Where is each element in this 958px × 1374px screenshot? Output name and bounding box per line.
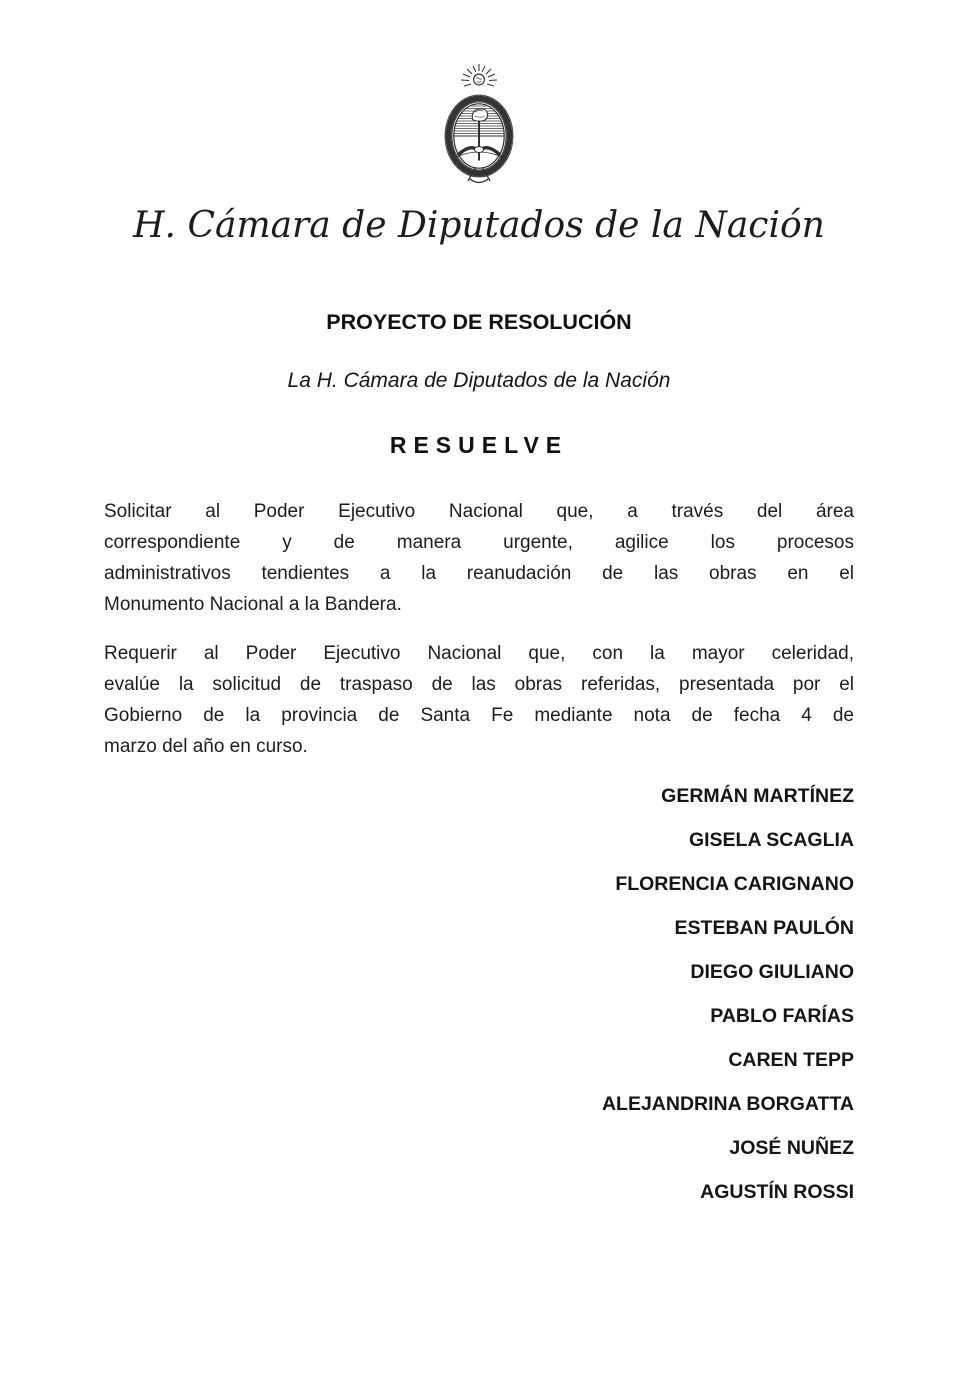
institution-script-title: H. Cámara de Diputados de la Nación — [133, 205, 825, 246]
document-body — [104, 496, 854, 1203]
paragraph-line: Requerir al Poder Ejecutivo Nacional que, con la mayor celeridad, — [104, 643, 854, 664]
paragraph-line: administrativos tendientes a la reanudación de las obras en el — [104, 563, 854, 584]
signatory-name: GERMÁN MARTÍNEZ — [661, 785, 854, 807]
paragraph-line: Monumento Nacional a la Bandera. — [104, 594, 402, 615]
resolve-heading: RESUELVE — [389, 432, 569, 458]
resolution-paragraph-1 — [104, 496, 854, 620]
signatory-name: AGUSTÍN ROSSI — [700, 1181, 854, 1203]
document-title: PROYECTO DE RESOLUCIÓN — [326, 310, 632, 334]
signatory-name: ESTEBAN PAULÓN — [674, 917, 854, 939]
signatory-name: JOSÉ NUÑEZ — [729, 1137, 854, 1159]
paragraph-line: Gobierno de la provincia de Santa Fe mediante nota de fecha 4 de — [104, 705, 854, 726]
resolution-paragraph-2 — [104, 638, 854, 762]
signatory-name: GISELA SCAGLIA — [688, 829, 854, 851]
paragraph-line: evalúe la solicitud de traspaso de las obras referidas, presentada por el — [104, 674, 854, 695]
paragraph-line: correspondiente y de manera urgente, agilice los procesos — [104, 532, 854, 553]
signatories-list — [104, 786, 854, 1203]
signatory-name: DIEGO GIULIANO — [690, 961, 854, 983]
argentina-coat-of-arms-icon — [431, 62, 527, 192]
signatory-name: FLORENCIA CARIGNANO — [615, 873, 854, 895]
paragraph-line: Solicitar al Poder Ejecutivo Nacional que, a través del área — [104, 501, 854, 522]
paragraph-line: marzo del año en curso. — [104, 736, 308, 757]
signatory-name: ALEJANDRINA BORGATTA — [601, 1093, 854, 1115]
signatory-name: PABLO FARÍAS — [710, 1005, 854, 1027]
document-subtitle: La H. Cámara de Diputados de la Nación — [287, 369, 671, 392]
signatory-name: CAREN TEPP — [728, 1049, 854, 1071]
